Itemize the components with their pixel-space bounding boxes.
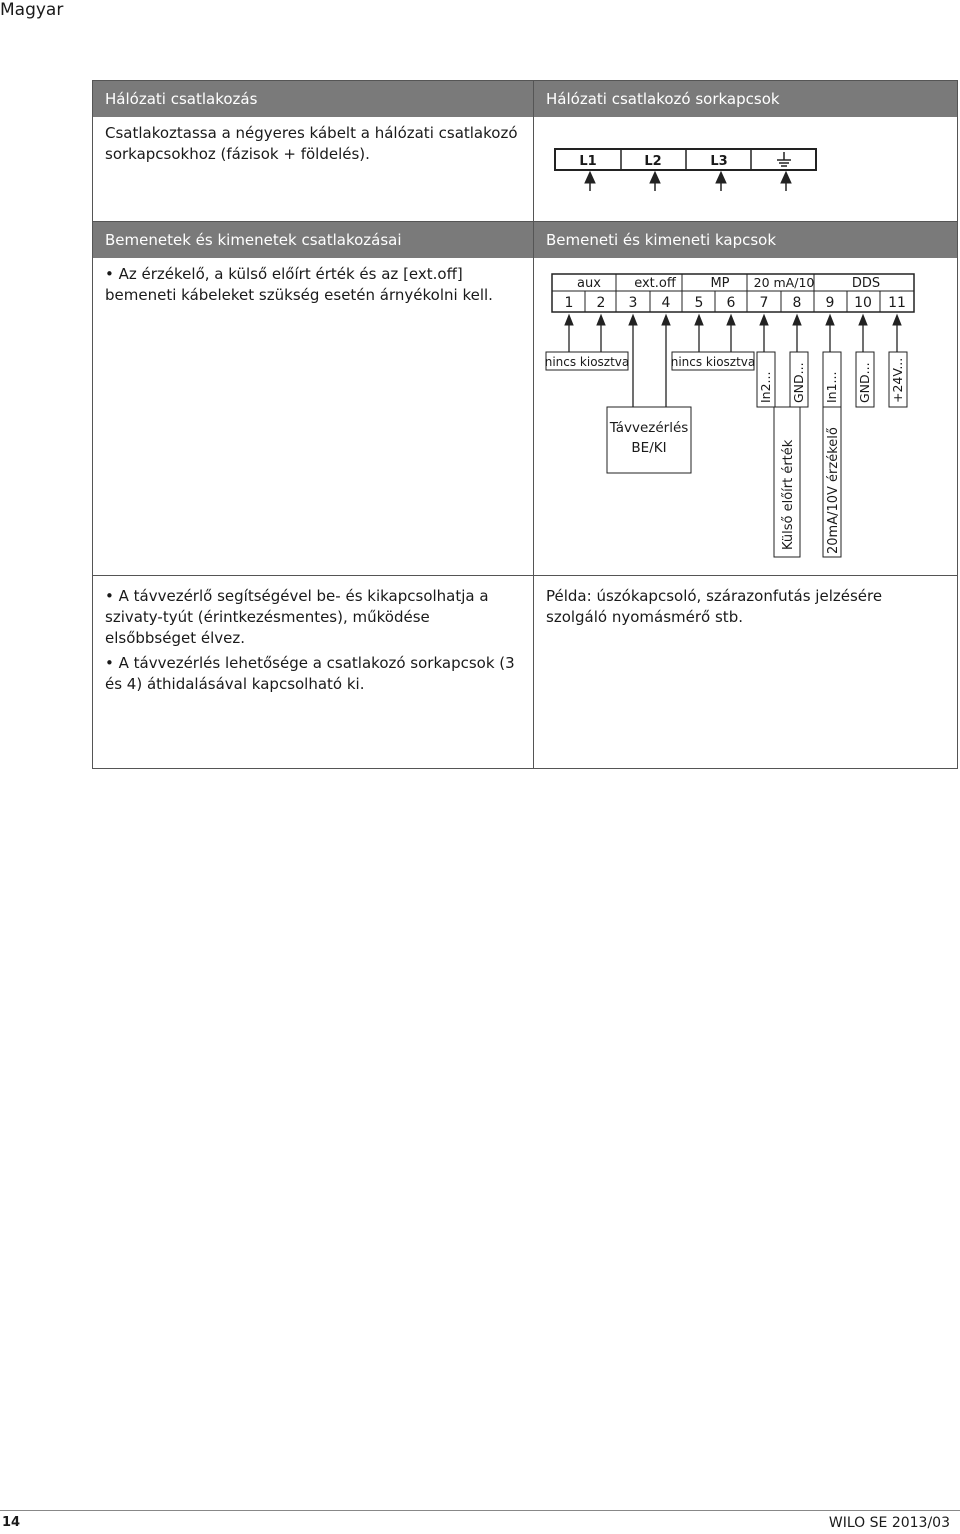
terminal-number: 11 xyxy=(888,295,906,311)
pin-label-in2: In2... xyxy=(758,371,773,403)
external-setpoint-label: Külső előírt érték xyxy=(781,439,796,550)
io-diagram-cell xyxy=(534,222,958,576)
terminal-number: 1 xyxy=(564,295,574,311)
instruction-table xyxy=(92,80,958,769)
mains-arrows xyxy=(585,172,791,191)
io-heading: Bemenetek és kimenetek csatlakozásai xyxy=(93,222,533,258)
mains-connection-row xyxy=(93,81,958,222)
sensor-label: 20mA/10V érzékelő xyxy=(826,427,841,554)
io-text-cell xyxy=(93,222,534,576)
remote-note-1: • A távvezérlő segítségével be- és kikapcsolhatja a szivaty-tyút (érintkezésmentes), működése elsőbbséget élvez. xyxy=(105,586,521,649)
remote-example: Példa: úszókapcsoló, szárazonfutás jelzésére szolgáló nyomásmérő stb. xyxy=(546,587,883,626)
mains-text-cell xyxy=(93,81,534,222)
earth-ground-icon xyxy=(777,152,791,166)
terminal-l1: L1 xyxy=(579,154,597,169)
terminal-number: 8 xyxy=(792,295,802,311)
remote-label-line1: Távvezérlés xyxy=(609,420,689,436)
mains-instruction: Csatlakoztassa a négyeres kábelt a hálózati csatlakozó sorkapcsokhoz (fázisok + földelés). xyxy=(105,124,518,163)
group-label-20ma: 20 mA/10 xyxy=(753,275,815,290)
terminal-number: 5 xyxy=(694,295,704,311)
terminal-number: 9 xyxy=(825,295,835,311)
remote-text-cell xyxy=(93,576,534,769)
mains-terminal-diagram xyxy=(534,117,957,221)
page-number: 14 xyxy=(2,1515,21,1530)
unassigned-label-1: nincs kiosztva xyxy=(544,355,630,369)
io-terminal-diagram xyxy=(534,258,957,575)
pin-label-gnd-2: GND... xyxy=(857,362,872,403)
io-connection-row xyxy=(93,222,958,576)
group-label-mp: MP xyxy=(710,276,730,291)
footer-rule xyxy=(0,1510,960,1511)
terminal-number: 4 xyxy=(661,295,671,311)
mains-heading: Hálózati csatlakozás xyxy=(93,81,533,117)
terminal-number: 2 xyxy=(596,295,606,311)
remote-label-line2: BE/KI xyxy=(631,440,667,456)
unassigned-label-2: nincs kiosztva xyxy=(670,355,756,369)
remote-note-2: • A távvezérlés lehetősége a csatlakozó sorkapcsok (3 és 4) áthidalásával kapcsolható ki. xyxy=(105,653,521,695)
io-terminals-heading: Bemeneti és kimeneti kapcsok xyxy=(534,222,957,258)
pin-label-gnd-1: GND... xyxy=(791,362,806,403)
section-label: Magyar xyxy=(0,0,64,20)
remote-example-cell xyxy=(534,576,958,769)
terminal-number: 3 xyxy=(628,295,638,311)
publisher-footer: WILO SE 2013/03 xyxy=(828,1515,950,1531)
terminal-number: 6 xyxy=(726,295,736,311)
remote-control-row xyxy=(93,576,958,769)
terminal-l2: L2 xyxy=(644,154,662,169)
group-label-dds: DDS xyxy=(851,276,881,291)
terminal-number: 7 xyxy=(759,295,769,311)
mains-terminals-heading: Hálózati csatlakozó sorkapcsok xyxy=(534,81,957,117)
pin-label-24v: +24V... xyxy=(890,357,905,403)
pin-label-in1: In1... xyxy=(824,371,839,403)
mains-diagram-cell xyxy=(534,81,958,222)
io-shielding-note: • Az érzékelő, a külső előírt érték és az [ext.off] bemeneti kábeleket szükség esetén árnyékolni kell. xyxy=(105,264,521,306)
group-label-aux: aux xyxy=(577,276,601,291)
terminal-l3: L3 xyxy=(710,154,728,169)
terminal-number: 10 xyxy=(854,295,872,311)
group-label-ext-off: ext.off xyxy=(634,276,676,291)
